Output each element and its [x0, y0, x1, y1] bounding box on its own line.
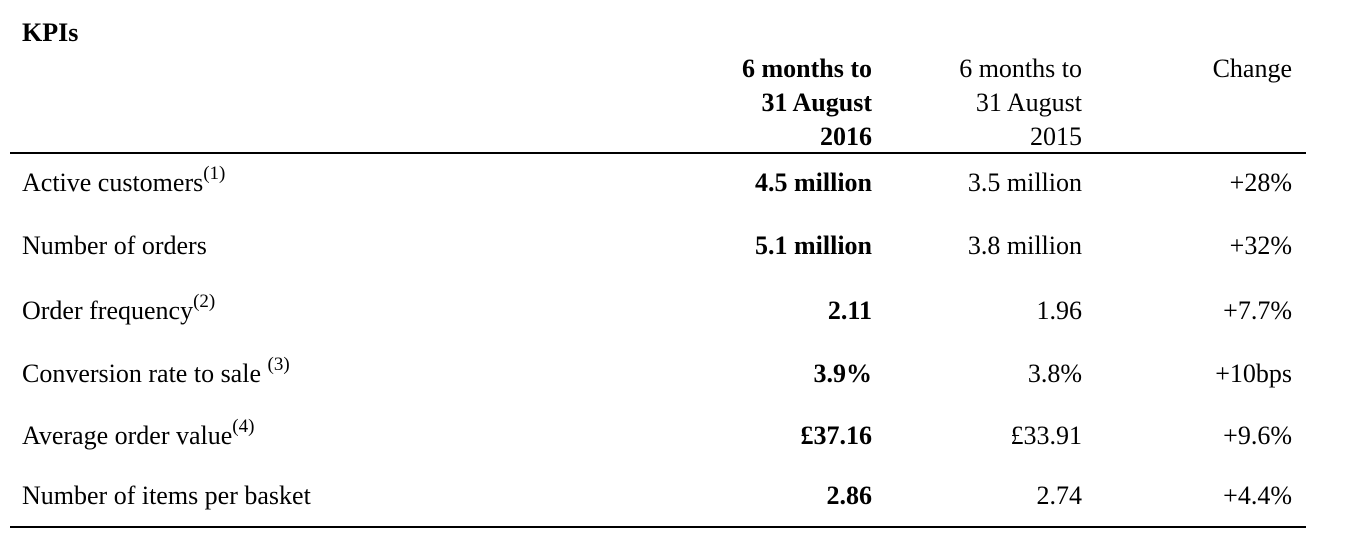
- header-previous-line: 31 August: [975, 88, 1082, 117]
- row-label: [22, 354, 290, 397]
- header-change-label: Change: [1212, 54, 1292, 83]
- change-value: +10bps: [1215, 359, 1292, 388]
- header-current-line: 6 months to: [741, 54, 872, 83]
- previous-value: 1.96: [1036, 296, 1082, 325]
- header-previous-period: [959, 52, 1082, 154]
- current-value: 3.9%: [813, 359, 872, 388]
- table-row: [0, 291, 1360, 331]
- table-row: [0, 416, 1360, 456]
- current-value: 5.1 million: [754, 231, 872, 260]
- header-current-line: 2016: [820, 122, 872, 151]
- previous-value: 3.8%: [1027, 359, 1082, 388]
- current-value: 2.86: [826, 481, 872, 510]
- header-current-line: 31 August: [761, 88, 872, 117]
- row-label: [22, 163, 225, 206]
- table-row: [0, 163, 1360, 203]
- header-rule: [10, 152, 1306, 154]
- header-change: [1213, 52, 1292, 86]
- table-row: [0, 354, 1360, 394]
- current-value: 2.11: [827, 296, 872, 325]
- change-value: +9.6%: [1223, 421, 1292, 450]
- row-label-text: Average order value: [22, 421, 233, 450]
- change-value: +7.7%: [1223, 296, 1292, 325]
- row-label-text: Number of orders: [22, 231, 207, 260]
- change-value: +32%: [1229, 231, 1292, 260]
- row-label-text: Number of items per basket: [22, 481, 311, 510]
- previous-value: £33.91: [1010, 421, 1082, 450]
- current-value: £37.16: [800, 421, 872, 450]
- header-previous-line: 2015: [1030, 122, 1082, 151]
- table-row: [0, 476, 1360, 516]
- kpi-title: KPIs: [22, 18, 79, 47]
- change-value: +28%: [1229, 168, 1292, 197]
- table-row: [0, 226, 1360, 266]
- previous-value: 3.5 million: [967, 168, 1082, 197]
- footnote-ref: (3): [267, 354, 290, 375]
- previous-value: 3.8 million: [967, 231, 1082, 260]
- header-previous-line: 6 months to: [959, 54, 1082, 83]
- footnote-ref: (2): [193, 291, 216, 312]
- row-label: [22, 416, 254, 459]
- footer-rule: [10, 526, 1306, 528]
- row-label-text: Order frequency: [22, 296, 194, 325]
- row-label-text: Active customers: [22, 168, 204, 197]
- current-value: 4.5 million: [754, 168, 872, 197]
- row-label: [22, 291, 215, 334]
- footnote-ref: (1): [203, 163, 226, 184]
- footnote-ref: (4): [232, 416, 255, 437]
- row-label-text: Conversion rate to sale: [22, 359, 268, 388]
- change-value: +4.4%: [1223, 481, 1292, 510]
- previous-value: 2.74: [1036, 481, 1082, 510]
- row-label: [22, 226, 207, 269]
- row-label: [22, 476, 311, 519]
- header-current-period: [742, 52, 872, 154]
